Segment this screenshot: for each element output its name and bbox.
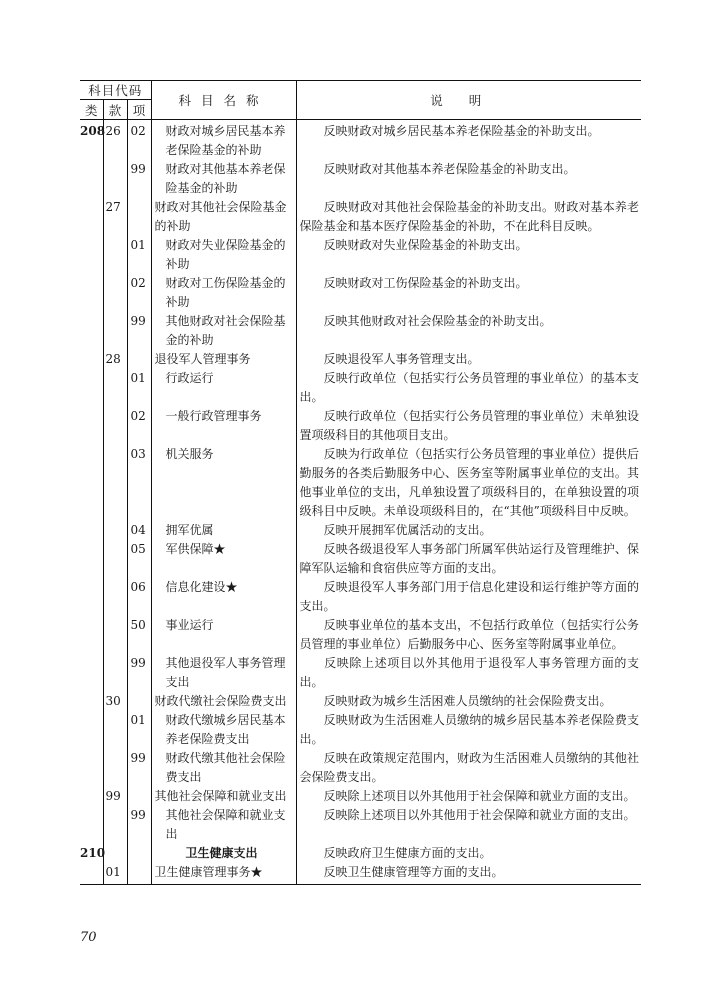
- description-text: 反映行政单位（包括实行公务员管理的事业单位）未单独设置项级科目的其他项目支出。: [299, 409, 639, 442]
- cell-subject-name: 财政代缴社会保险费支出: [151, 692, 296, 711]
- cell-kuan-code: [103, 654, 127, 692]
- cell-subject-name: 退役军人管理事务: [151, 350, 296, 369]
- cell-lei-code: [80, 806, 103, 844]
- cell-description: [296, 160, 641, 198]
- cell-subject-name: 其他社会保障和就业支出: [151, 787, 296, 806]
- cell-subject-name: 财政代缴其他社会保险费支出: [151, 749, 296, 787]
- cell-description: [296, 692, 641, 711]
- cell-xiang-code: [127, 350, 151, 369]
- description-text: 反映行政单位（包括实行公务员管理的事业单位）的基本支出。: [299, 371, 639, 404]
- cell-description: [296, 540, 641, 578]
- cell-kuan-code: [103, 369, 127, 407]
- cell-description: [296, 350, 641, 369]
- cell-lei-code: [80, 407, 103, 445]
- table-row: [80, 806, 641, 844]
- cell-kuan-code: 27: [103, 198, 127, 236]
- cell-xiang-code: 05: [127, 540, 151, 578]
- cell-kuan-code: [103, 711, 127, 749]
- cell-lei-code: [80, 445, 103, 521]
- description-text: 反映事业单位的基本支出，不包括行政单位（包括实行公务员管理的事业单位）后勤服务中心、医务室等附属事业单位。: [299, 618, 639, 651]
- cell-xiang-code: [127, 692, 151, 711]
- cell-description: [296, 787, 641, 806]
- cell-xiang-code: 99: [127, 806, 151, 844]
- cell-kuan-code: [103, 236, 127, 274]
- description-text: 反映开展拥军优属活动的支出。: [323, 523, 492, 537]
- cell-subject-name: 其他退役军人事务管理支出: [151, 654, 296, 692]
- cell-lei-code: [80, 540, 103, 578]
- cell-subject-name: 拥军优属: [151, 521, 296, 540]
- cell-lei-code: [80, 787, 103, 806]
- cell-description: [296, 198, 641, 236]
- table-row: [80, 369, 641, 407]
- cell-subject-name: 其他财政对社会保险基金的补助: [151, 312, 296, 350]
- header-subject-name: 科目名称: [151, 81, 296, 120]
- cell-xiang-code: 03: [127, 445, 151, 521]
- table-row: [80, 120, 641, 161]
- description-text: 反映财政对其他社会保险基金的补助支出。财政对基本养老保险基金和基本医疗保险基金的补助，不在此科目反映。: [299, 200, 639, 233]
- description-text: 反映卫生健康管理等方面的支出。: [323, 865, 504, 879]
- table-row: [80, 540, 641, 578]
- cell-kuan-code: [103, 312, 127, 350]
- cell-kuan-code: [103, 806, 127, 844]
- cell-subject-name: 信息化建设★: [151, 578, 296, 616]
- cell-description: [296, 749, 641, 787]
- header-subject-code: 科目代码: [80, 81, 151, 100]
- cell-description: [296, 616, 641, 654]
- table-row: [80, 198, 641, 236]
- cell-description: [296, 844, 641, 863]
- budget-subject-table: [80, 80, 641, 885]
- cell-kuan-code: [103, 749, 127, 787]
- cell-lei-code: [80, 863, 103, 885]
- description-text: 反映除上述项目以外其他用于退役军人事务管理方面的支出。: [299, 656, 639, 689]
- cell-lei-code: [80, 198, 103, 236]
- table-row: [80, 445, 641, 521]
- cell-description: [296, 369, 641, 407]
- table-row: [80, 844, 641, 863]
- description-text: 反映各级退役军人事务部门所属军供站运行及管理维护、保障军队运输和食宿供应等方面的支出。: [299, 542, 639, 575]
- cell-lei-code: 208: [80, 120, 103, 161]
- cell-subject-name: 财政对其他基本养老保险基金的补助: [151, 160, 296, 198]
- cell-subject-name: 机关服务: [151, 445, 296, 521]
- cell-subject-name: 事业运行: [151, 616, 296, 654]
- cell-xiang-code: 50: [127, 616, 151, 654]
- cell-subject-name: 军供保障★: [151, 540, 296, 578]
- description-text: 反映财政为生活困难人员缴纳的城乡居民基本养老保险费支出。: [299, 713, 639, 746]
- table-row: [80, 236, 641, 274]
- cell-subject-name: 卫生健康管理事务★: [151, 863, 296, 885]
- table-row: [80, 578, 641, 616]
- cell-lei-code: [80, 369, 103, 407]
- cell-kuan-code: 30: [103, 692, 127, 711]
- description-text: 反映为行政单位（包括实行公务员管理的事业单位）提供后勤服务的各类后勤服务中心、医务室等附属事业单位的支出。其他事业单位的支出，凡单独设置了项级科目的，在单独设置的项级科目中反映。未单设项级科目的，在“其他”项级科目中反映。: [299, 447, 639, 518]
- cell-kuan-code: [103, 521, 127, 540]
- cell-kuan-code: 01: [103, 863, 127, 885]
- cell-subject-name: 一般行政管理事务: [151, 407, 296, 445]
- cell-description: [296, 312, 641, 350]
- header-xiang: 项: [127, 100, 151, 120]
- cell-lei-code: [80, 654, 103, 692]
- cell-xiang-code: 01: [127, 236, 151, 274]
- cell-kuan-code: [103, 407, 127, 445]
- cell-xiang-code: [127, 198, 151, 236]
- cell-xiang-code: 02: [127, 120, 151, 161]
- cell-kuan-code: [103, 274, 127, 312]
- cell-description: [296, 407, 641, 445]
- cell-xiang-code: 01: [127, 711, 151, 749]
- table-row: [80, 274, 641, 312]
- cell-lei-code: [80, 521, 103, 540]
- cell-subject-name: 财政对城乡居民基本养老保险基金的补助: [151, 120, 296, 161]
- cell-kuan-code: [103, 160, 127, 198]
- description-text: 反映财政对失业保险基金的补助支出。: [323, 238, 528, 252]
- description-text: 反映退役军人事务部门用于信息化建设和运行维护等方面的支出。: [299, 580, 639, 613]
- cell-xiang-code: [127, 863, 151, 885]
- budget-subject-table-page: [80, 80, 641, 885]
- cell-subject-name: 财政对失业保险基金的补助: [151, 236, 296, 274]
- table-row: [80, 711, 641, 749]
- cell-lei-code: [80, 350, 103, 369]
- cell-lei-code: [80, 616, 103, 654]
- cell-description: [296, 120, 641, 161]
- header-description: 说明: [296, 81, 641, 120]
- cell-xiang-code: 01: [127, 369, 151, 407]
- cell-xiang-code: [127, 844, 151, 863]
- header-kuan: 款: [103, 100, 127, 120]
- cell-kuan-code: [103, 445, 127, 521]
- cell-xiang-code: 02: [127, 407, 151, 445]
- cell-xiang-code: 99: [127, 312, 151, 350]
- cell-kuan-code: [103, 578, 127, 616]
- cell-kuan-code: [103, 844, 127, 863]
- cell-xiang-code: 99: [127, 160, 151, 198]
- cell-subject-name: 卫生健康支出: [151, 844, 296, 863]
- cell-xiang-code: 99: [127, 749, 151, 787]
- description-text: 反映财政对城乡居民基本养老保险基金的补助支出。: [323, 124, 600, 138]
- description-text: 反映政府卫生健康方面的支出。: [323, 846, 492, 860]
- table-row: [80, 350, 641, 369]
- cell-lei-code: [80, 692, 103, 711]
- table-row: [80, 863, 641, 885]
- table-row: [80, 521, 641, 540]
- table-body: [80, 120, 641, 885]
- cell-description: [296, 274, 641, 312]
- table-row: [80, 787, 641, 806]
- cell-kuan-code: 26: [103, 120, 127, 161]
- cell-kuan-code: 28: [103, 350, 127, 369]
- cell-description: [296, 863, 641, 885]
- cell-subject-name: 财政对其他社会保险基金的补助: [151, 198, 296, 236]
- cell-kuan-code: [103, 616, 127, 654]
- cell-lei-code: [80, 312, 103, 350]
- cell-description: [296, 445, 641, 521]
- table-row: [80, 749, 641, 787]
- cell-lei-code: [80, 711, 103, 749]
- table-row: [80, 312, 641, 350]
- description-text: 反映其他财政对社会保险基金的补助支出。: [323, 314, 552, 328]
- cell-lei-code: [80, 274, 103, 312]
- cell-lei-code: [80, 578, 103, 616]
- header-lei: 类: [80, 100, 103, 120]
- table-row: [80, 160, 641, 198]
- cell-lei-code: 210: [80, 844, 103, 863]
- cell-description: [296, 711, 641, 749]
- cell-kuan-code: 99: [103, 787, 127, 806]
- description-text: 反映财政对其他基本养老保险基金的补助支出。: [323, 162, 576, 176]
- table-row: [80, 616, 641, 654]
- page-number: 70: [80, 930, 97, 945]
- cell-xiang-code: 06: [127, 578, 151, 616]
- description-text: 反映除上述项目以外其他用于社会保障和就业方面的支出。: [323, 789, 636, 803]
- cell-description: [296, 654, 641, 692]
- table-row: [80, 407, 641, 445]
- cell-subject-name: 财政代缴城乡居民基本养老保险费支出: [151, 711, 296, 749]
- cell-description: [296, 521, 641, 540]
- cell-description: [296, 236, 641, 274]
- cell-subject-name: 行政运行: [151, 369, 296, 407]
- description-text: 反映除上述项目以外其他用于社会保障和就业方面的支出。: [323, 808, 636, 822]
- cell-lei-code: [80, 160, 103, 198]
- cell-subject-name: 财政对工伤保险基金的补助: [151, 274, 296, 312]
- cell-xiang-code: 04: [127, 521, 151, 540]
- cell-lei-code: [80, 749, 103, 787]
- table-header: [80, 81, 641, 120]
- table-row: [80, 654, 641, 692]
- cell-kuan-code: [103, 540, 127, 578]
- description-text: 反映财政为城乡生活困难人员缴纳的社会保险费支出。: [323, 694, 612, 708]
- description-text: 反映在政策规定范围内，财政为生活困难人员缴纳的其他社会保险费支出。: [299, 751, 639, 784]
- cell-xiang-code: 02: [127, 274, 151, 312]
- description-text: 反映退役军人事务管理支出。: [323, 352, 480, 366]
- table-row: [80, 692, 641, 711]
- cell-xiang-code: [127, 787, 151, 806]
- cell-description: [296, 578, 641, 616]
- cell-description: [296, 806, 641, 844]
- description-text: 反映财政对工伤保险基金的补助支出。: [323, 276, 528, 290]
- cell-xiang-code: 99: [127, 654, 151, 692]
- cell-subject-name: 其他社会保障和就业支出: [151, 806, 296, 844]
- cell-lei-code: [80, 236, 103, 274]
